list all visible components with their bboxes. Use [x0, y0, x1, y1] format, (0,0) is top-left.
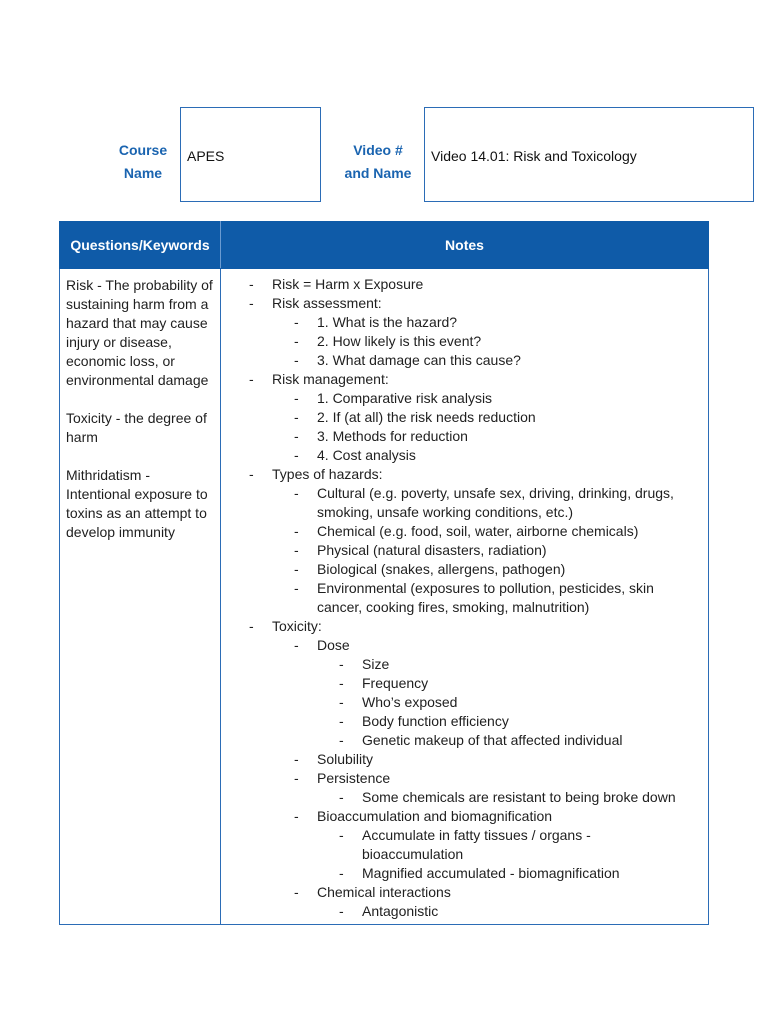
course-name-label — [110, 139, 176, 185]
list-item: - Physical (natural disasters, radiation) — [294, 542, 547, 558]
list-item: - Chemical interactions — [294, 884, 451, 900]
list-item: - Who’s exposed — [339, 694, 458, 710]
table-row — [60, 269, 709, 925]
list-item: - 3. What damage can this cause? — [294, 352, 521, 368]
list-item: - Genetic makeup of that affected individual — [339, 732, 623, 748]
course-name-box — [180, 107, 321, 202]
list-item: - 1. Comparative risk analysis — [294, 390, 493, 406]
list-item: - Risk = Harm x Exposure — [249, 276, 424, 292]
list-item: - 1. What is the hazard? — [294, 314, 458, 330]
questions-keywords-header: Questions/Keywords — [60, 222, 221, 269]
keyword-mithridatism: Mithridatism - Intentional exposure to toxins as an attempt to develop immunity — [66, 467, 208, 540]
list-item: - Risk assessment: — [249, 295, 382, 311]
list-item: - Frequency — [339, 675, 429, 691]
notes-list — [221, 269, 708, 921]
list-item: - Risk management: — [249, 371, 389, 387]
list-item: - Bioaccumulation and biomagnification — [294, 808, 553, 824]
video-label-line2: and Name — [344, 165, 412, 181]
video-label-line1: Video # — [353, 142, 403, 158]
list-item: - Magnified accumulated - biomagnification — [339, 865, 620, 881]
video-name-label — [336, 139, 420, 185]
keywords-cell — [60, 269, 221, 925]
list-item: - Solubility — [294, 751, 374, 767]
list-item: - Cultural (e.g. poverty, unsafe sex, driving, drinking, drugs, smoking, unsafe working conditions, etc.) — [294, 485, 674, 520]
list-item: - Environmental (exposures to pollution, pesticides, skin cancer, cooking fires, smoking, malnutrition) — [294, 580, 654, 615]
keyword-risk: Risk - The probability of sustaining harm from a hazard that may cause injury or disease, economic loss, or environmental damage — [66, 277, 213, 388]
table-header-row — [60, 222, 709, 269]
list-item: - Types of hazards: — [249, 466, 383, 482]
list-item: - Body function efficiency — [339, 713, 509, 729]
video-name-value: Video 14.01: Risk and Toxicology — [431, 148, 637, 164]
list-item: - Biological (snakes, allergens, pathogen) — [294, 561, 566, 577]
video-name-box — [424, 107, 754, 202]
list-item: - Persistence — [294, 770, 391, 786]
notes-header: Notes — [221, 222, 709, 269]
list-item: - 3. Methods for reduction — [294, 428, 468, 444]
list-item: - Dose — [294, 637, 350, 653]
list-item: - 4. Cost analysis — [294, 447, 416, 463]
list-item: - Chemical (e.g. food, soil, water, airborne chemicals) — [294, 523, 639, 539]
list-item: - Some chemicals are resistant to being broke down — [339, 789, 676, 805]
course-label-line2: Name — [123, 165, 163, 181]
list-item: - Antagonistic — [339, 903, 439, 919]
keyword-toxicity: Toxicity - the degree of harm — [66, 410, 207, 445]
course-label-line1: Course — [118, 142, 168, 158]
notes-cell — [221, 269, 709, 925]
course-name-value: APES — [187, 148, 225, 164]
list-item: - Accumulate in fatty tissues / organs - bioaccumulation — [339, 827, 591, 862]
cornell-notes-table — [59, 221, 709, 925]
list-item: - 2. How likely is this event? — [294, 333, 482, 349]
list-item: - Toxicity: — [249, 618, 322, 634]
list-item: - Size — [339, 656, 390, 672]
list-item: - 2. If (at all) the risk needs reduction — [294, 409, 536, 425]
